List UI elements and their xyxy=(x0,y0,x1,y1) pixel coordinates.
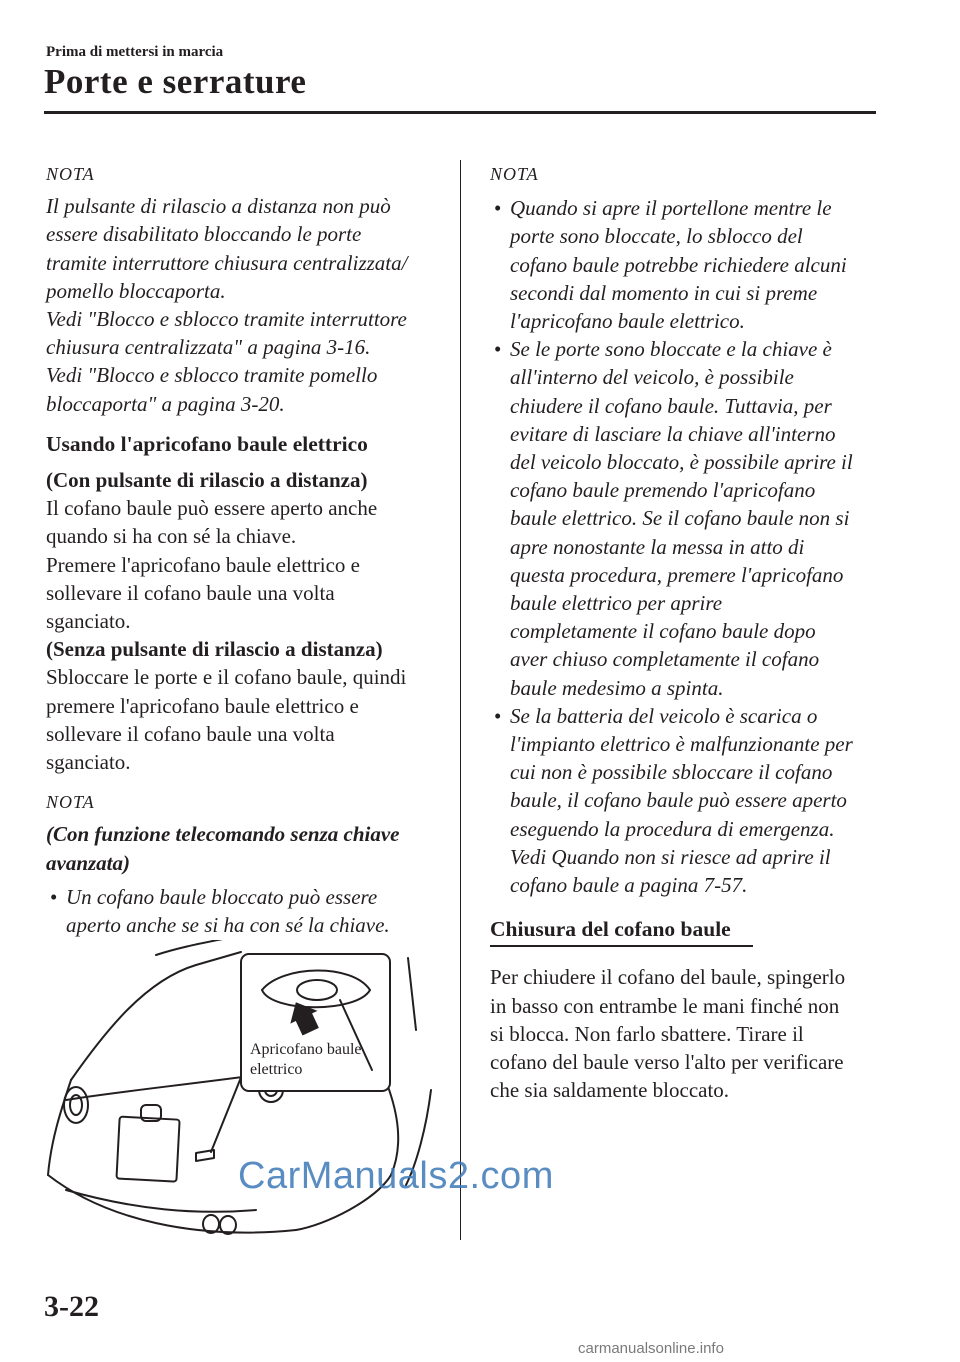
body-line: Sbloccare le porte e il cofano baule, quindi xyxy=(46,665,407,690)
callout-label-line: elettrico xyxy=(250,1061,303,1078)
note-bullet-list xyxy=(46,883,451,939)
list-item xyxy=(46,883,451,939)
body-line: Per chiudere il cofano del baule, spingerlo xyxy=(490,965,846,990)
note-line: Il pulsante di rilascio a distanza non può xyxy=(46,194,391,219)
bullet-line: evitare di lasciare la chiave all'interno xyxy=(510,421,836,446)
arrow-icon xyxy=(283,995,324,1038)
bullet-line: Se la batteria del veicolo è scarica o xyxy=(510,703,818,728)
callout-label xyxy=(250,1040,362,1080)
note-line: Vedi "Blocco e sblocco tramite interruttore xyxy=(46,307,407,332)
left-column xyxy=(46,160,451,939)
body-line: che sia saldamente bloccato. xyxy=(490,1078,730,1103)
bullet-line: baule, il cofano baule può essere aperto xyxy=(510,788,847,813)
bullet-icon: • xyxy=(494,196,502,221)
body-line: quando si ha con sé la chiave. xyxy=(46,524,297,549)
note-line: Vedi "Blocco e sblocco tramite pomello xyxy=(46,363,378,388)
bullet-line: aperto anche se si ha con sé la chiave. xyxy=(66,913,390,938)
bullet-line: Un cofano baule bloccato può essere xyxy=(66,884,378,909)
bullet-line: completamente il cofano baule dopo xyxy=(510,619,816,644)
right-column xyxy=(490,160,885,1105)
bullet-line: all'interno del veicolo, è possibile xyxy=(510,365,794,390)
bullet-line: Quando si apre il portellone mentre le xyxy=(510,196,832,221)
note-condition xyxy=(46,820,451,876)
bullet-line: Se le porte sono bloccate e la chiave è xyxy=(510,337,832,362)
body-line: si blocca. Non farlo sbattere. Tirare il xyxy=(490,1021,804,1046)
list-item xyxy=(490,702,885,899)
section-heading: Usando l'apricofano baule elettrico xyxy=(46,431,368,456)
note-line: essere disabilitato bloccando le porte xyxy=(46,222,362,247)
column-divider xyxy=(460,160,461,1240)
bullet-line: apre nonostante la messa in atto di xyxy=(510,534,805,559)
callout-label-line: Apricofano baule xyxy=(250,1041,362,1058)
note-condition-line: avanzata) xyxy=(46,850,130,875)
bullet-line: cofano baule premendo l'apricofano xyxy=(510,478,816,503)
body-line: sollevare il cofano baule una volta xyxy=(46,721,335,746)
note-label: NOTA xyxy=(46,792,95,813)
body-line: cofano del baule verso l'alto per verificare xyxy=(490,1050,844,1075)
bullet-line: cofano baule potrebbe richiedere alcuni xyxy=(510,252,847,277)
bullet-line: aver chiuso completamente il cofano xyxy=(510,647,820,672)
note-text xyxy=(46,192,451,418)
body-line: sganciato. xyxy=(46,609,131,634)
bullet-icon: • xyxy=(494,703,502,728)
site-watermark: carmanualsonline.info xyxy=(578,1340,724,1357)
note-bullet-list xyxy=(490,194,885,899)
bullet-icon: • xyxy=(50,884,58,909)
note-label: NOTA xyxy=(490,164,539,184)
note-label: NOTA xyxy=(46,164,95,184)
bullet-line: cui non è possibile sbloccare il cofano xyxy=(510,760,833,785)
bullet-line: porte sono bloccate, lo sblocco del xyxy=(510,224,803,249)
bullet-line: Vedi Quando non si riesce ad aprire il xyxy=(510,844,831,869)
subheading: (Senza pulsante di rilascio a distanza) xyxy=(46,637,383,662)
bullet-line: questa procedura, premere l'apricofano xyxy=(510,562,844,587)
note-condition-line: (Con funzione telecomando senza chiave xyxy=(46,822,400,847)
watermark: CarManuals2.com xyxy=(238,1155,554,1197)
body-line: sganciato. xyxy=(46,750,131,775)
body-line: Premere l'apricofano baule elettrico e xyxy=(46,552,360,577)
bullet-icon: • xyxy=(494,337,502,362)
list-item xyxy=(490,335,885,702)
closing-heading: Chiusura del cofano baule xyxy=(490,915,753,947)
page-number: 3-22 xyxy=(44,1290,99,1323)
bullet-line: chiudere il cofano baule. Tuttavia, per xyxy=(510,393,832,418)
bullet-line: del veicolo bloccato, è possibile aprire il xyxy=(510,450,853,475)
list-item xyxy=(490,194,885,335)
bullet-line: l'apricofano baule elettrico. xyxy=(510,309,745,334)
bullet-line: secondi dal momento in cui si preme xyxy=(510,280,818,305)
bullet-line: eseguendo la procedura di emergenza. xyxy=(510,816,835,841)
bullet-line: baule medesimo a spinta. xyxy=(510,675,724,700)
bullet-line: l'impianto elettrico è malfunzionante per xyxy=(510,732,853,757)
chapter-title: Porte e serrature xyxy=(44,62,307,101)
note-line: chiusura centralizzata" a pagina 3-16. xyxy=(46,335,371,360)
note-line: bloccaporta" a pagina 3-20. xyxy=(46,391,285,416)
body-line: in basso con entrambe le mani finché non xyxy=(490,993,840,1018)
bullet-line: baule elettrico per aprire xyxy=(510,591,723,616)
header-rule xyxy=(44,111,876,114)
bullet-line: cofano baule a pagina 7-57. xyxy=(510,873,748,898)
subheading: (Con pulsante di rilascio a distanza) xyxy=(46,468,368,493)
body-line: Il cofano baule può essere aperto anche xyxy=(46,496,378,521)
body-line: sollevare il cofano baule una volta xyxy=(46,580,335,605)
note-line: tramite interruttore chiusura centralizzata/ xyxy=(46,250,408,275)
body-line: premere l'apricofano baule elettrico e xyxy=(46,693,359,718)
section-label: Prima di mettersi in marcia xyxy=(46,44,224,60)
bullet-line: baule elettrico. Se il cofano baule non si xyxy=(510,506,850,531)
note-line: pomello bloccaporta. xyxy=(46,278,226,303)
